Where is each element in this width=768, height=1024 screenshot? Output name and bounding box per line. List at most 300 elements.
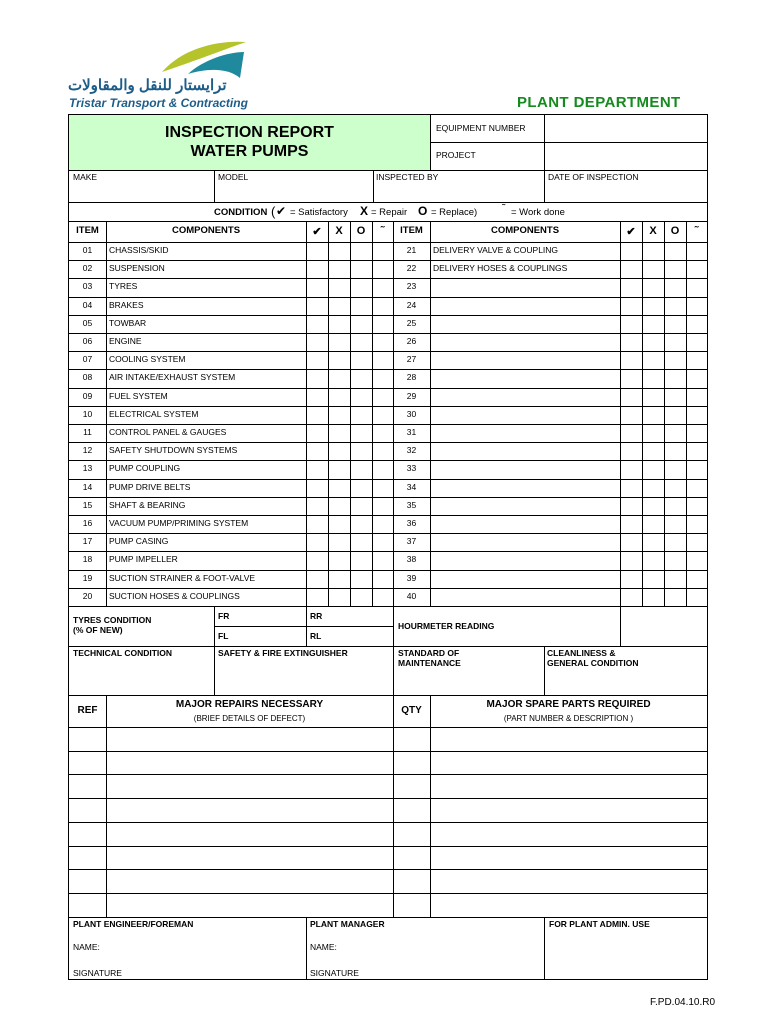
o-cell-18[interactable] [350, 551, 372, 569]
work-cell-24[interactable] [686, 297, 707, 315]
work-cell-37[interactable] [686, 533, 707, 551]
maintenance-label: STANDARD OF MAINTENANCE [398, 648, 461, 668]
work-cell-02[interactable] [372, 260, 393, 278]
o-cell-37[interactable] [664, 533, 686, 551]
repair-detail-field[interactable] [107, 823, 392, 845]
item-number-36: 36 [406, 518, 417, 528]
work-cell-26[interactable] [686, 333, 707, 351]
table-row-divider [69, 606, 707, 607]
o-cell-19[interactable] [350, 570, 372, 588]
report-title: INSPECTION REPORT [165, 124, 334, 141]
engineer-signature-label: SIGNATURE [73, 968, 122, 978]
check-cell-14[interactable] [306, 479, 328, 497]
spare-part-field[interactable] [431, 728, 706, 750]
item-number-33: 33 [406, 463, 417, 474]
item-number-31: 31 [406, 427, 417, 437]
x-cell-29[interactable] [642, 388, 664, 406]
check-cell-03[interactable] [306, 278, 328, 296]
hourmeter-label: HOURMETER READING [398, 621, 495, 631]
check-cell-22[interactable] [620, 260, 642, 278]
x-cell-26[interactable] [642, 333, 664, 351]
work-cell-07[interactable] [372, 351, 393, 369]
x-cell-38[interactable] [642, 551, 664, 569]
check-cell-27[interactable] [620, 351, 642, 369]
component-20: SUCTION HOSES & COUPLINGS [109, 590, 240, 601]
x-cell-35[interactable] [642, 497, 664, 515]
spare-part-field[interactable] [431, 823, 706, 845]
check-cell-19[interactable] [306, 570, 328, 588]
check-cell-07[interactable] [306, 351, 328, 369]
x-cell-17[interactable] [328, 533, 350, 551]
o-cell-08[interactable] [350, 369, 372, 387]
o-cell-26[interactable] [664, 333, 686, 351]
check-cell-06[interactable] [306, 333, 328, 351]
x-cell-12[interactable] [328, 442, 350, 460]
check-cell-02[interactable] [306, 260, 328, 278]
x-cell-11[interactable] [328, 424, 350, 442]
logo-english-text: Tristar Transport & Contracting [69, 96, 248, 110]
item-number-18: 18 [82, 554, 93, 565]
work-cell-40[interactable] [686, 588, 707, 606]
work-cell-33[interactable] [686, 460, 707, 478]
check-cell-26[interactable] [620, 333, 642, 351]
item-number-06: 06 [82, 336, 93, 346]
check-cell-05[interactable] [306, 315, 328, 333]
item-number-16: 16 [82, 518, 93, 528]
repair-detail-field[interactable] [107, 847, 392, 869]
spare-part-field[interactable] [431, 894, 706, 916]
item-number-34: 34 [406, 481, 417, 492]
x-cell-08[interactable] [328, 369, 350, 387]
major-repairs-subtitle: (BRIEF DETAILS OF DEFECT) [193, 714, 306, 723]
item-number-11: 11 [83, 427, 92, 437]
x-cell-33[interactable] [642, 460, 664, 478]
work-cell-25[interactable] [686, 315, 707, 333]
spare-parts-header: MAJOR SPARE PARTS REQUIRED [486, 699, 651, 710]
spare-parts-subtitle: (PART NUMBER & DESCRIPTION ) [503, 714, 634, 723]
o-column-header: O [356, 225, 366, 237]
check-cell-31[interactable] [620, 424, 642, 442]
component-21: DELIVERY VALVE & COUPLING [433, 245, 559, 255]
o-cell-21[interactable] [664, 242, 686, 260]
component-01: CHASSIS/SKID [109, 245, 169, 255]
component-06: ENGINE [109, 336, 142, 346]
check-column-header: ✔ [312, 226, 322, 238]
component-08: AIR INTAKE/EXHAUST SYSTEM [109, 372, 236, 383]
engineer-name-label: NAME: [73, 942, 100, 952]
check-cell-30[interactable] [620, 406, 642, 424]
o-cell-06[interactable] [350, 333, 372, 351]
o-cell-22[interactable] [664, 260, 686, 278]
check-cell-38[interactable] [620, 551, 642, 569]
title-block [69, 115, 430, 170]
work-done-column-header: ˜ [694, 225, 699, 237]
check-cell-40[interactable] [620, 588, 642, 606]
o-cell-01[interactable] [350, 242, 372, 260]
project-label: PROJECT [436, 150, 476, 160]
component-15: SHAFT & BEARING [109, 499, 186, 510]
table-column-divider [430, 221, 431, 606]
check-cell-15[interactable] [306, 497, 328, 515]
component-09: FUEL SYSTEM [109, 390, 168, 401]
tyre-fr-label: FR [218, 611, 230, 621]
repair-detail-field[interactable] [107, 752, 392, 774]
work-cell-34[interactable] [686, 479, 707, 497]
item-number-09: 09 [82, 390, 93, 401]
x-cell-19[interactable] [328, 570, 350, 588]
work-cell-06[interactable] [372, 333, 393, 351]
x-cell-23[interactable] [642, 278, 664, 296]
x-cell-07[interactable] [328, 351, 350, 369]
check-cell-01[interactable] [306, 242, 328, 260]
item-number-35: 35 [406, 499, 417, 510]
o-cell-05[interactable] [350, 315, 372, 333]
department-title: PLANT DEPARTMENT [517, 94, 681, 111]
check-cell-13[interactable] [306, 460, 328, 478]
check-cell-34[interactable] [620, 479, 642, 497]
work-cell-16[interactable] [372, 515, 393, 533]
item-number-01: 01 [82, 245, 93, 255]
o-cell-31[interactable] [664, 424, 686, 442]
o-cell-25[interactable] [664, 315, 686, 333]
work-cell-39[interactable] [686, 570, 707, 588]
x-cell-37[interactable] [642, 533, 664, 551]
o-cell-11[interactable] [350, 424, 372, 442]
o-cell-15[interactable] [350, 497, 372, 515]
work-cell-22[interactable] [686, 260, 707, 278]
item-number-40: 40 [406, 590, 417, 601]
condition-legend: CONDITION ( ✔ = Satisfactory X = Repair O = Replace) ˜ = Work done [214, 203, 565, 219]
major-repairs-header: MAJOR REPAIRS NECESSARY [175, 699, 324, 710]
safety-fire-label: SAFETY & FIRE EXTINGUISHER [218, 648, 348, 658]
check-cell-28[interactable] [620, 369, 642, 387]
work-cell-15[interactable] [372, 497, 393, 515]
o-cell-17[interactable] [350, 533, 372, 551]
check-cell-39[interactable] [620, 570, 642, 588]
x-cell-22[interactable] [642, 260, 664, 278]
item-number-14: 14 [82, 481, 93, 492]
work-cell-03[interactable] [372, 278, 393, 296]
x-cell-40[interactable] [642, 588, 664, 606]
item-column-header: ITEM [76, 225, 99, 236]
item-column-header: ITEM [400, 225, 423, 236]
o-cell-10[interactable] [350, 406, 372, 424]
o-icon: O [418, 204, 428, 218]
company-logo [66, 36, 256, 116]
item-number-24: 24 [406, 299, 417, 310]
work-cell-27[interactable] [686, 351, 707, 369]
work-cell-18[interactable] [372, 551, 393, 569]
work-done-column-header: ˜ [380, 225, 385, 237]
qty-header: QTY [401, 705, 422, 716]
component-12: SAFETY SHUTDOWN SYSTEMS [109, 445, 238, 456]
spare-part-field[interactable] [431, 847, 706, 869]
item-number-02: 02 [82, 263, 93, 274]
o-cell-39[interactable] [664, 570, 686, 588]
x-cell-09[interactable] [328, 388, 350, 406]
x-cell-13[interactable] [328, 460, 350, 478]
item-number-29: 29 [406, 390, 417, 401]
check-cell-21[interactable] [620, 242, 642, 260]
work-cell-36[interactable] [686, 515, 707, 533]
engineer-label: PLANT ENGINEER/FOREMAN [73, 919, 194, 929]
item-number-04: 04 [82, 299, 93, 310]
o-cell-13[interactable] [350, 460, 372, 478]
spare-part-field[interactable] [431, 752, 706, 774]
condition-label: CONDITION [214, 207, 268, 218]
x-cell-36[interactable] [642, 515, 664, 533]
component-04: BRAKES [109, 299, 144, 310]
repair-detail-field[interactable] [107, 799, 392, 821]
tyre-fl-label: FL [218, 631, 229, 641]
check-column-header: ✔ [626, 226, 636, 238]
work-cell-12[interactable] [372, 442, 393, 460]
o-cell-04[interactable] [350, 297, 372, 315]
check-cell-24[interactable] [620, 297, 642, 315]
item-number-38: 38 [406, 554, 417, 565]
o-cell-28[interactable] [664, 369, 686, 387]
form-code: F.PD.04.10.R0 [650, 997, 716, 1008]
item-number-37: 37 [406, 536, 417, 547]
x-cell-31[interactable] [642, 424, 664, 442]
o-cell-14[interactable] [350, 479, 372, 497]
check-cell-29[interactable] [620, 388, 642, 406]
work-cell-38[interactable] [686, 551, 707, 569]
work-cell-21[interactable] [686, 242, 707, 260]
o-cell-02[interactable] [350, 260, 372, 278]
check-cell-11[interactable] [306, 424, 328, 442]
o-cell-03[interactable] [350, 278, 372, 296]
x-cell-21[interactable] [642, 242, 664, 260]
item-number-28: 28 [406, 372, 417, 383]
repair-detail-field[interactable] [107, 894, 392, 916]
make-label: MAKE [73, 172, 98, 182]
work-cell-04[interactable] [372, 297, 393, 315]
spare-part-field[interactable] [431, 870, 706, 892]
repair-detail-field[interactable] [107, 870, 392, 892]
x-cell-15[interactable] [328, 497, 350, 515]
o-cell-30[interactable] [664, 406, 686, 424]
table-column-divider [106, 221, 107, 606]
o-column-header: O [670, 225, 680, 237]
equipment-number-field[interactable] [545, 116, 707, 141]
technical-condition-label: TECHNICAL CONDITION [73, 648, 173, 658]
component-19: SUCTION STRAINER & FOOT-VALVE [109, 572, 256, 583]
check-cell-18[interactable] [306, 551, 328, 569]
check-cell-23[interactable] [620, 278, 642, 296]
x-icon: X [360, 204, 369, 218]
x-cell-32[interactable] [642, 442, 664, 460]
check-cell-25[interactable] [620, 315, 642, 333]
component-11: CONTROL PANEL & GAUGES [109, 427, 227, 437]
model-label: MODEL [218, 172, 249, 182]
work-cell-29[interactable] [686, 388, 707, 406]
o-cell-20[interactable] [350, 588, 372, 606]
x-cell-28[interactable] [642, 369, 664, 387]
component-03: TYRES [109, 281, 138, 292]
repair-detail-field[interactable] [107, 728, 392, 750]
x-column-header: X [335, 225, 343, 237]
inspected-by-label: INSPECTED BY [376, 172, 439, 182]
check-cell-04[interactable] [306, 297, 328, 315]
item-number-05: 05 [82, 317, 93, 328]
o-cell-16[interactable] [350, 515, 372, 533]
x-cell-06[interactable] [328, 333, 350, 351]
check-cell-17[interactable] [306, 533, 328, 551]
project-field[interactable] [545, 143, 707, 169]
manager-name-label: NAME: [310, 942, 337, 952]
equipment-number-label: EQUIPMENT NUMBER [436, 123, 526, 133]
component-17: PUMP CASING [109, 536, 169, 547]
item-number-22: 22 [406, 263, 417, 274]
check-cell-33[interactable] [620, 460, 642, 478]
work-cell-09[interactable] [372, 388, 393, 406]
item-number-17: 17 [82, 536, 93, 547]
component-18: PUMP IMPELLER [109, 554, 178, 565]
work-cell-35[interactable] [686, 497, 707, 515]
work-cell-11[interactable] [372, 424, 393, 442]
x-cell-25[interactable] [642, 315, 664, 333]
o-cell-36[interactable] [664, 515, 686, 533]
item-number-10: 10 [82, 408, 93, 419]
x-cell-18[interactable] [328, 551, 350, 569]
o-cell-32[interactable] [664, 442, 686, 460]
manager-label: PLANT MANAGER [310, 919, 385, 929]
item-number-39: 39 [406, 572, 417, 583]
item-number-08: 08 [82, 372, 93, 383]
o-cell-09[interactable] [350, 388, 372, 406]
check-cell-08[interactable] [306, 369, 328, 387]
item-number-21: 21 [406, 245, 417, 255]
ref-header: REF [77, 705, 98, 716]
item-number-12: 12 [82, 445, 93, 456]
x-cell-05[interactable] [328, 315, 350, 333]
component-10: ELECTRICAL SYSTEM [109, 408, 199, 419]
item-number-03: 03 [82, 281, 93, 292]
work-cell-05[interactable] [372, 315, 393, 333]
item-number-25: 25 [406, 317, 417, 328]
hourmeter-field[interactable] [621, 607, 707, 645]
work-cell-31[interactable] [686, 424, 707, 442]
component-13: PUMP COUPLING [109, 463, 181, 474]
x-cell-24[interactable] [642, 297, 664, 315]
check-cell-09[interactable] [306, 388, 328, 406]
components-column-header: COMPONENTS [490, 225, 560, 236]
report-subtitle: WATER PUMPS [190, 143, 309, 160]
x-cell-34[interactable] [642, 479, 664, 497]
work-cell-23[interactable] [686, 278, 707, 296]
o-cell-34[interactable] [664, 479, 686, 497]
check-cell-10[interactable] [306, 406, 328, 424]
check-cell-20[interactable] [306, 588, 328, 606]
work-cell-19[interactable] [372, 570, 393, 588]
o-cell-27[interactable] [664, 351, 686, 369]
o-cell-38[interactable] [664, 551, 686, 569]
tyres-condition-label: TYRES CONDITION (% OF NEW) [73, 615, 152, 635]
check-cell-37[interactable] [620, 533, 642, 551]
admin-use-label: FOR PLANT ADMIN. USE [549, 919, 650, 929]
work-cell-10[interactable] [372, 406, 393, 424]
work-cell-01[interactable] [372, 242, 393, 260]
tyre-rr-label: RR [310, 611, 323, 621]
item-number-26: 26 [406, 336, 417, 346]
date-of-inspection-label: DATE OF INSPECTION [548, 172, 639, 182]
work-cell-30[interactable] [686, 406, 707, 424]
x-cell-10[interactable] [328, 406, 350, 424]
o-cell-40[interactable] [664, 588, 686, 606]
item-number-15: 15 [82, 499, 93, 510]
inspection-form [68, 114, 708, 980]
check-cell-12[interactable] [306, 442, 328, 460]
work-done-icon: ˜ [502, 203, 506, 214]
component-02: SUSPENSION [109, 263, 165, 274]
manager-signature-label: SIGNATURE [310, 968, 359, 978]
check-cell-16[interactable] [306, 515, 328, 533]
check-cell-35[interactable] [620, 497, 642, 515]
x-cell-14[interactable] [328, 479, 350, 497]
o-cell-29[interactable] [664, 388, 686, 406]
components-column-header: COMPONENTS [171, 225, 241, 236]
component-22: DELIVERY HOSES & COUPLINGS [433, 263, 568, 274]
logo-arabic-text: ترايستار للنقل والمقاولات [68, 77, 227, 94]
item-number-20: 20 [82, 590, 93, 601]
work-cell-17[interactable] [372, 533, 393, 551]
x-cell-27[interactable] [642, 351, 664, 369]
x-cell-16[interactable] [328, 515, 350, 533]
work-cell-28[interactable] [686, 369, 707, 387]
x-cell-20[interactable] [328, 588, 350, 606]
o-cell-12[interactable] [350, 442, 372, 460]
item-number-23: 23 [406, 281, 417, 292]
work-cell-32[interactable] [686, 442, 707, 460]
x-cell-03[interactable] [328, 278, 350, 296]
x-column-header: X [649, 225, 657, 237]
x-cell-39[interactable] [642, 570, 664, 588]
check-cell-32[interactable] [620, 442, 642, 460]
item-number-27: 27 [406, 354, 417, 365]
work-cell-14[interactable] [372, 479, 393, 497]
component-05: TOWBAR [109, 317, 147, 328]
work-cell-13[interactable] [372, 460, 393, 478]
item-number-13: 13 [82, 463, 93, 474]
repair-detail-field[interactable] [107, 775, 392, 797]
swoosh-logo-icon [158, 38, 248, 78]
component-07: COOLING SYSTEM [109, 354, 186, 365]
o-cell-07[interactable] [350, 351, 372, 369]
tyre-rl-label: RL [310, 631, 322, 641]
x-cell-30[interactable] [642, 406, 664, 424]
item-number-32: 32 [406, 445, 417, 456]
work-cell-20[interactable] [372, 588, 393, 606]
x-cell-01[interactable] [328, 242, 350, 260]
spare-part-field[interactable] [431, 799, 706, 821]
cleanliness-label: CLEANLINESS & GENERAL CONDITION [547, 648, 639, 668]
item-number-30: 30 [406, 408, 417, 419]
check-cell-36[interactable] [620, 515, 642, 533]
x-cell-02[interactable] [328, 260, 350, 278]
work-cell-08[interactable] [372, 369, 393, 387]
x-cell-04[interactable] [328, 297, 350, 315]
o-cell-24[interactable] [664, 297, 686, 315]
spare-part-field[interactable] [431, 775, 706, 797]
component-16: VACUUM PUMP/PRIMING SYSTEM [109, 518, 249, 528]
o-cell-33[interactable] [664, 460, 686, 478]
item-number-07: 07 [82, 354, 93, 365]
check-icon: ✔ [276, 204, 287, 218]
o-cell-23[interactable] [664, 278, 686, 296]
o-cell-35[interactable] [664, 497, 686, 515]
component-14: PUMP DRIVE BELTS [109, 481, 191, 492]
